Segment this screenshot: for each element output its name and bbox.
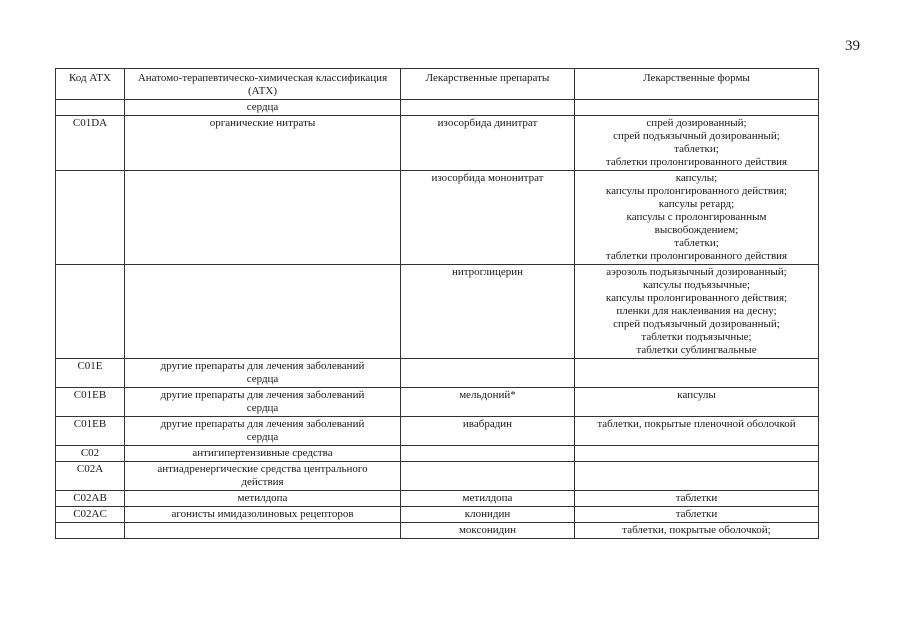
cell-drug: мельдоний* xyxy=(401,388,575,417)
cell-drug: изосорбида динитрат xyxy=(401,116,575,171)
table-row xyxy=(56,446,819,462)
cell-drug: метилдопа xyxy=(401,491,575,507)
header-code: Код АТХ xyxy=(56,69,125,100)
cell-forms: таблетки xyxy=(575,507,819,523)
cell-drug: клонидин xyxy=(401,507,575,523)
cell-forms xyxy=(575,359,819,388)
cell-forms: таблетки, покрытые пленочной оболочкой xyxy=(575,417,819,446)
table-row xyxy=(56,100,819,116)
table-row xyxy=(56,523,819,539)
cell-forms xyxy=(575,446,819,462)
cell-forms: спрей дозированный; спрей подъязычный дозированный; таблетки; таблетки пролонгированного действия xyxy=(575,116,819,171)
cell-drug: нитроглицерин xyxy=(401,265,575,359)
cell-classification: другие препараты для лечения заболеваний сердца xyxy=(125,417,401,446)
cell-code: C02AB xyxy=(56,491,125,507)
cell-forms: таблетки, покрытые оболочкой; xyxy=(575,523,819,539)
cell-drug xyxy=(401,462,575,491)
cell-forms: капсулы; капсулы пролонгированного действия; капсулы ретард; капсулы с пролонгированным высвобождением; таблетки; таблетки пролонгированного действия xyxy=(575,171,819,265)
cell-classification: органические нитраты xyxy=(125,116,401,171)
cell-drug xyxy=(401,100,575,116)
cell-code: C01E xyxy=(56,359,125,388)
cell-classification xyxy=(125,171,401,265)
cell-forms: капсулы xyxy=(575,388,819,417)
cell-forms: таблетки xyxy=(575,491,819,507)
table-row xyxy=(56,491,819,507)
cell-classification: агонисты имидазолиновых рецепторов xyxy=(125,507,401,523)
table-row xyxy=(56,359,819,388)
table-row xyxy=(56,116,819,171)
cell-classification: антигипертензивные средства xyxy=(125,446,401,462)
cell-code: C02AC xyxy=(56,507,125,523)
cell-drug xyxy=(401,359,575,388)
table-row xyxy=(56,462,819,491)
table-row xyxy=(56,388,819,417)
cell-forms xyxy=(575,100,819,116)
cell-forms xyxy=(575,462,819,491)
cell-drug: моксонидин xyxy=(401,523,575,539)
cell-classification: другие препараты для лечения заболеваний сердца xyxy=(125,359,401,388)
table-row xyxy=(56,265,819,359)
cell-code xyxy=(56,265,125,359)
page-number: 39 xyxy=(845,38,860,54)
cell-code: C01EB xyxy=(56,388,125,417)
cell-code: C01EB xyxy=(56,417,125,446)
atx-table xyxy=(55,68,819,539)
cell-drug: изосорбида мононитрат xyxy=(401,171,575,265)
cell-code xyxy=(56,523,125,539)
header-forms: Лекарственные формы xyxy=(575,69,819,100)
cell-code: C01DA xyxy=(56,116,125,171)
cell-code: C02A xyxy=(56,462,125,491)
cell-drug: ивабрадин xyxy=(401,417,575,446)
cell-code xyxy=(56,171,125,265)
cell-classification xyxy=(125,523,401,539)
cell-code xyxy=(56,100,125,116)
header-classification: Анатомо-терапевтическо-химическая классификация (АТХ) xyxy=(125,69,401,100)
cell-classification: антиадренергические средства центрального действия xyxy=(125,462,401,491)
header-drugs: Лекарственные препараты xyxy=(401,69,575,100)
cell-classification xyxy=(125,265,401,359)
table-row xyxy=(56,507,819,523)
cell-classification: другие препараты для лечения заболеваний сердца xyxy=(125,388,401,417)
table-row xyxy=(56,417,819,446)
cell-code: C02 xyxy=(56,446,125,462)
table-row xyxy=(56,171,819,265)
table-header-row xyxy=(56,69,819,100)
cell-forms: аэрозоль подъязычный дозированный; капсулы подъязычные; капсулы пролонгированного действия; пленки для наклеивания на десну; спрей подъязычный дозированный; таблетки подъязычные; таблетки сублингвальные xyxy=(575,265,819,359)
cell-drug xyxy=(401,446,575,462)
cell-classification: метилдопа xyxy=(125,491,401,507)
cell-classification: сердца xyxy=(125,100,401,116)
